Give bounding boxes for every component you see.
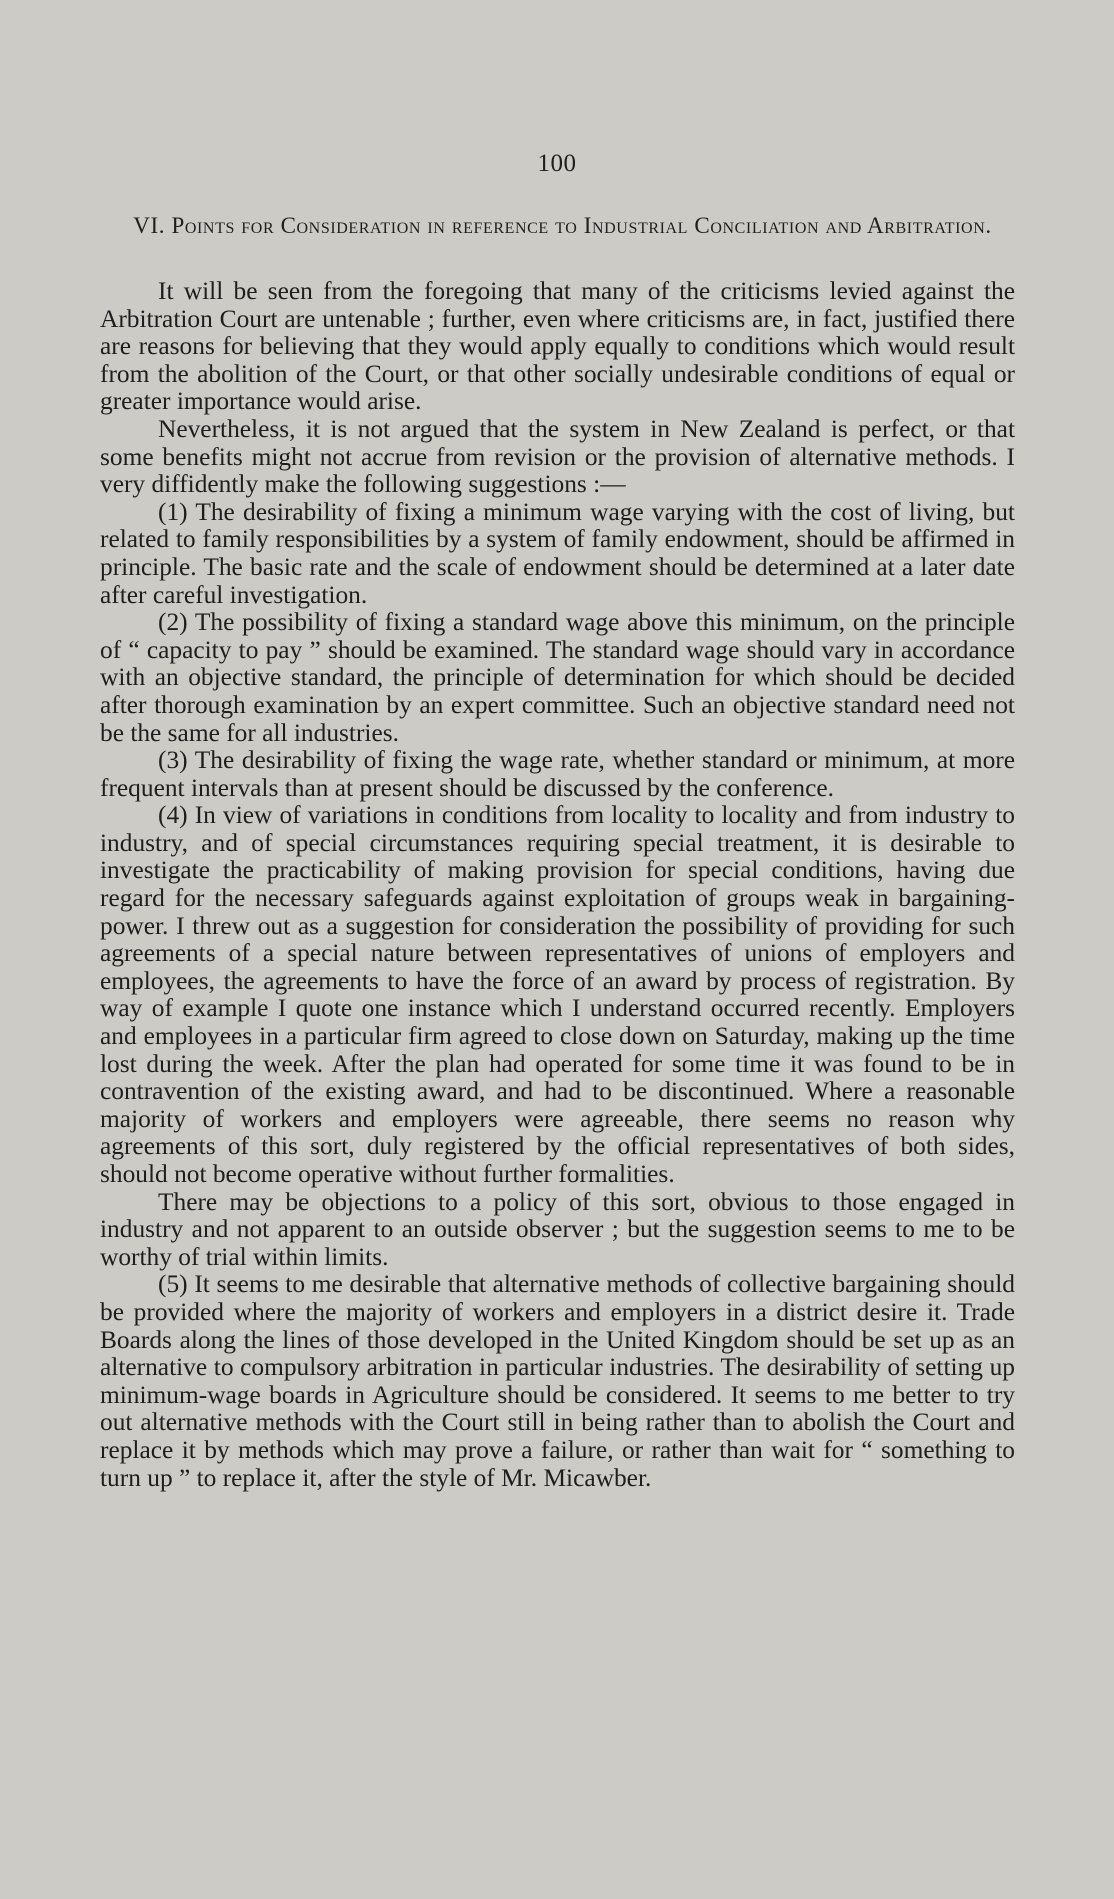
- paragraph-suggestion-3: (3) The desirability of fixing the wage rate, whether standard or minimum, at more frequent intervals than at present should be discussed by the conference.: [100, 746, 1015, 802]
- section-title: Points for Consideration in reference to Industrial Conciliation and Arbitration.: [171, 213, 992, 238]
- paragraph-suggestion-5: (5) It seems to me desirable that alternative methods of collective bargaining should be provided where the majority of workers and employers in a district desire it. Trade Boards along the lines of those developed in the United Kingdom should be set up as an alternative to compulsory arbitration in particular industries. The desirability of setting up minimum-wage boards in Agriculture should be considered. It seems to me better to try out alternative methods with the Court still in being rather than to abolish the Court and replace it by methods which may prove a failure, or rather than wait for “ something to turn up ” to replace it, after the style of Mr. Micawber.: [100, 1270, 1015, 1492]
- section-numeral: VI.: [133, 213, 172, 238]
- paragraph-objections: There may be objections to a policy of this sort, obvious to those engaged in industry and not apparent to an outside observer ; but the suggestion seems to me to be worthy of trial within limits.: [100, 1187, 1015, 1271]
- paragraph-suggestion-1: (1) The desirability of fixing a minimum wage varying with the cost of living, but related to family responsibilities by a system of family endowment, should be affirmed in principle. The basic rate and the scale of endowment should be determined at a later date after careful investigation.: [100, 497, 1015, 609]
- paragraph-suggestion-2: (2) The possibility of fixing a standard wage above this minimum, on the principle of “ capacity to pay ” should be examined. The standard wage should vary in accordance with an objective standard, the principle of determination for which should be decided after thorough examination by an expert committee. Such an objective standard need not be the same for all industries.: [100, 608, 1015, 747]
- paragraph-nevertheless: Nevertheless, it is not argued that the system in New Zealand is perfect, or that some benefits might not accrue from revision or the provision of alternative methods. I very diffidently make the following suggestions :—: [100, 414, 1015, 499]
- body-text: [100, 278, 1015, 1492]
- section-heading: [110, 210, 1015, 242]
- page-number: 100: [537, 150, 577, 177]
- paragraph-suggestion-4: (4) In view of variations in conditions from locality to locality and from industry to industry, and of special circumstances requiring special treatment, it is desirable to investigate the practicability of making provision for special conditions, having due regard for the necessary safeguards against exploitation of groups weak in bargaining-power. I threw out as a suggestion for consideration the possibility of providing for such agreements of a special nature between representatives of unions of employers and employees, the agreements to have the force of an award by process of registration. By way of example I quote one instance which I understand occurred recently. Employers and employees in a particular firm agreed to close down on Saturday, making up the time lost during the week. After the plan had operated for some time it was found to be in contravention of the existing award, and had to be discontinued. Where a reasonable majority of workers and employers were agreeable, there seems no reason why agreements of this sort, duly registered by the official representatives of both sides, should not become operative without further formalities.: [100, 801, 1015, 1188]
- paragraph-intro: It will be seen from the foregoing that many of the criticisms levied against the Arbitration Court are untenable ; further, even where criticisms are, in fact, justified there are reasons for believing that they would apply equally to conditions which would result from the abolition of the Court, or that other socially undesirable conditions of equal or greater importance would arise.: [100, 277, 1015, 416]
